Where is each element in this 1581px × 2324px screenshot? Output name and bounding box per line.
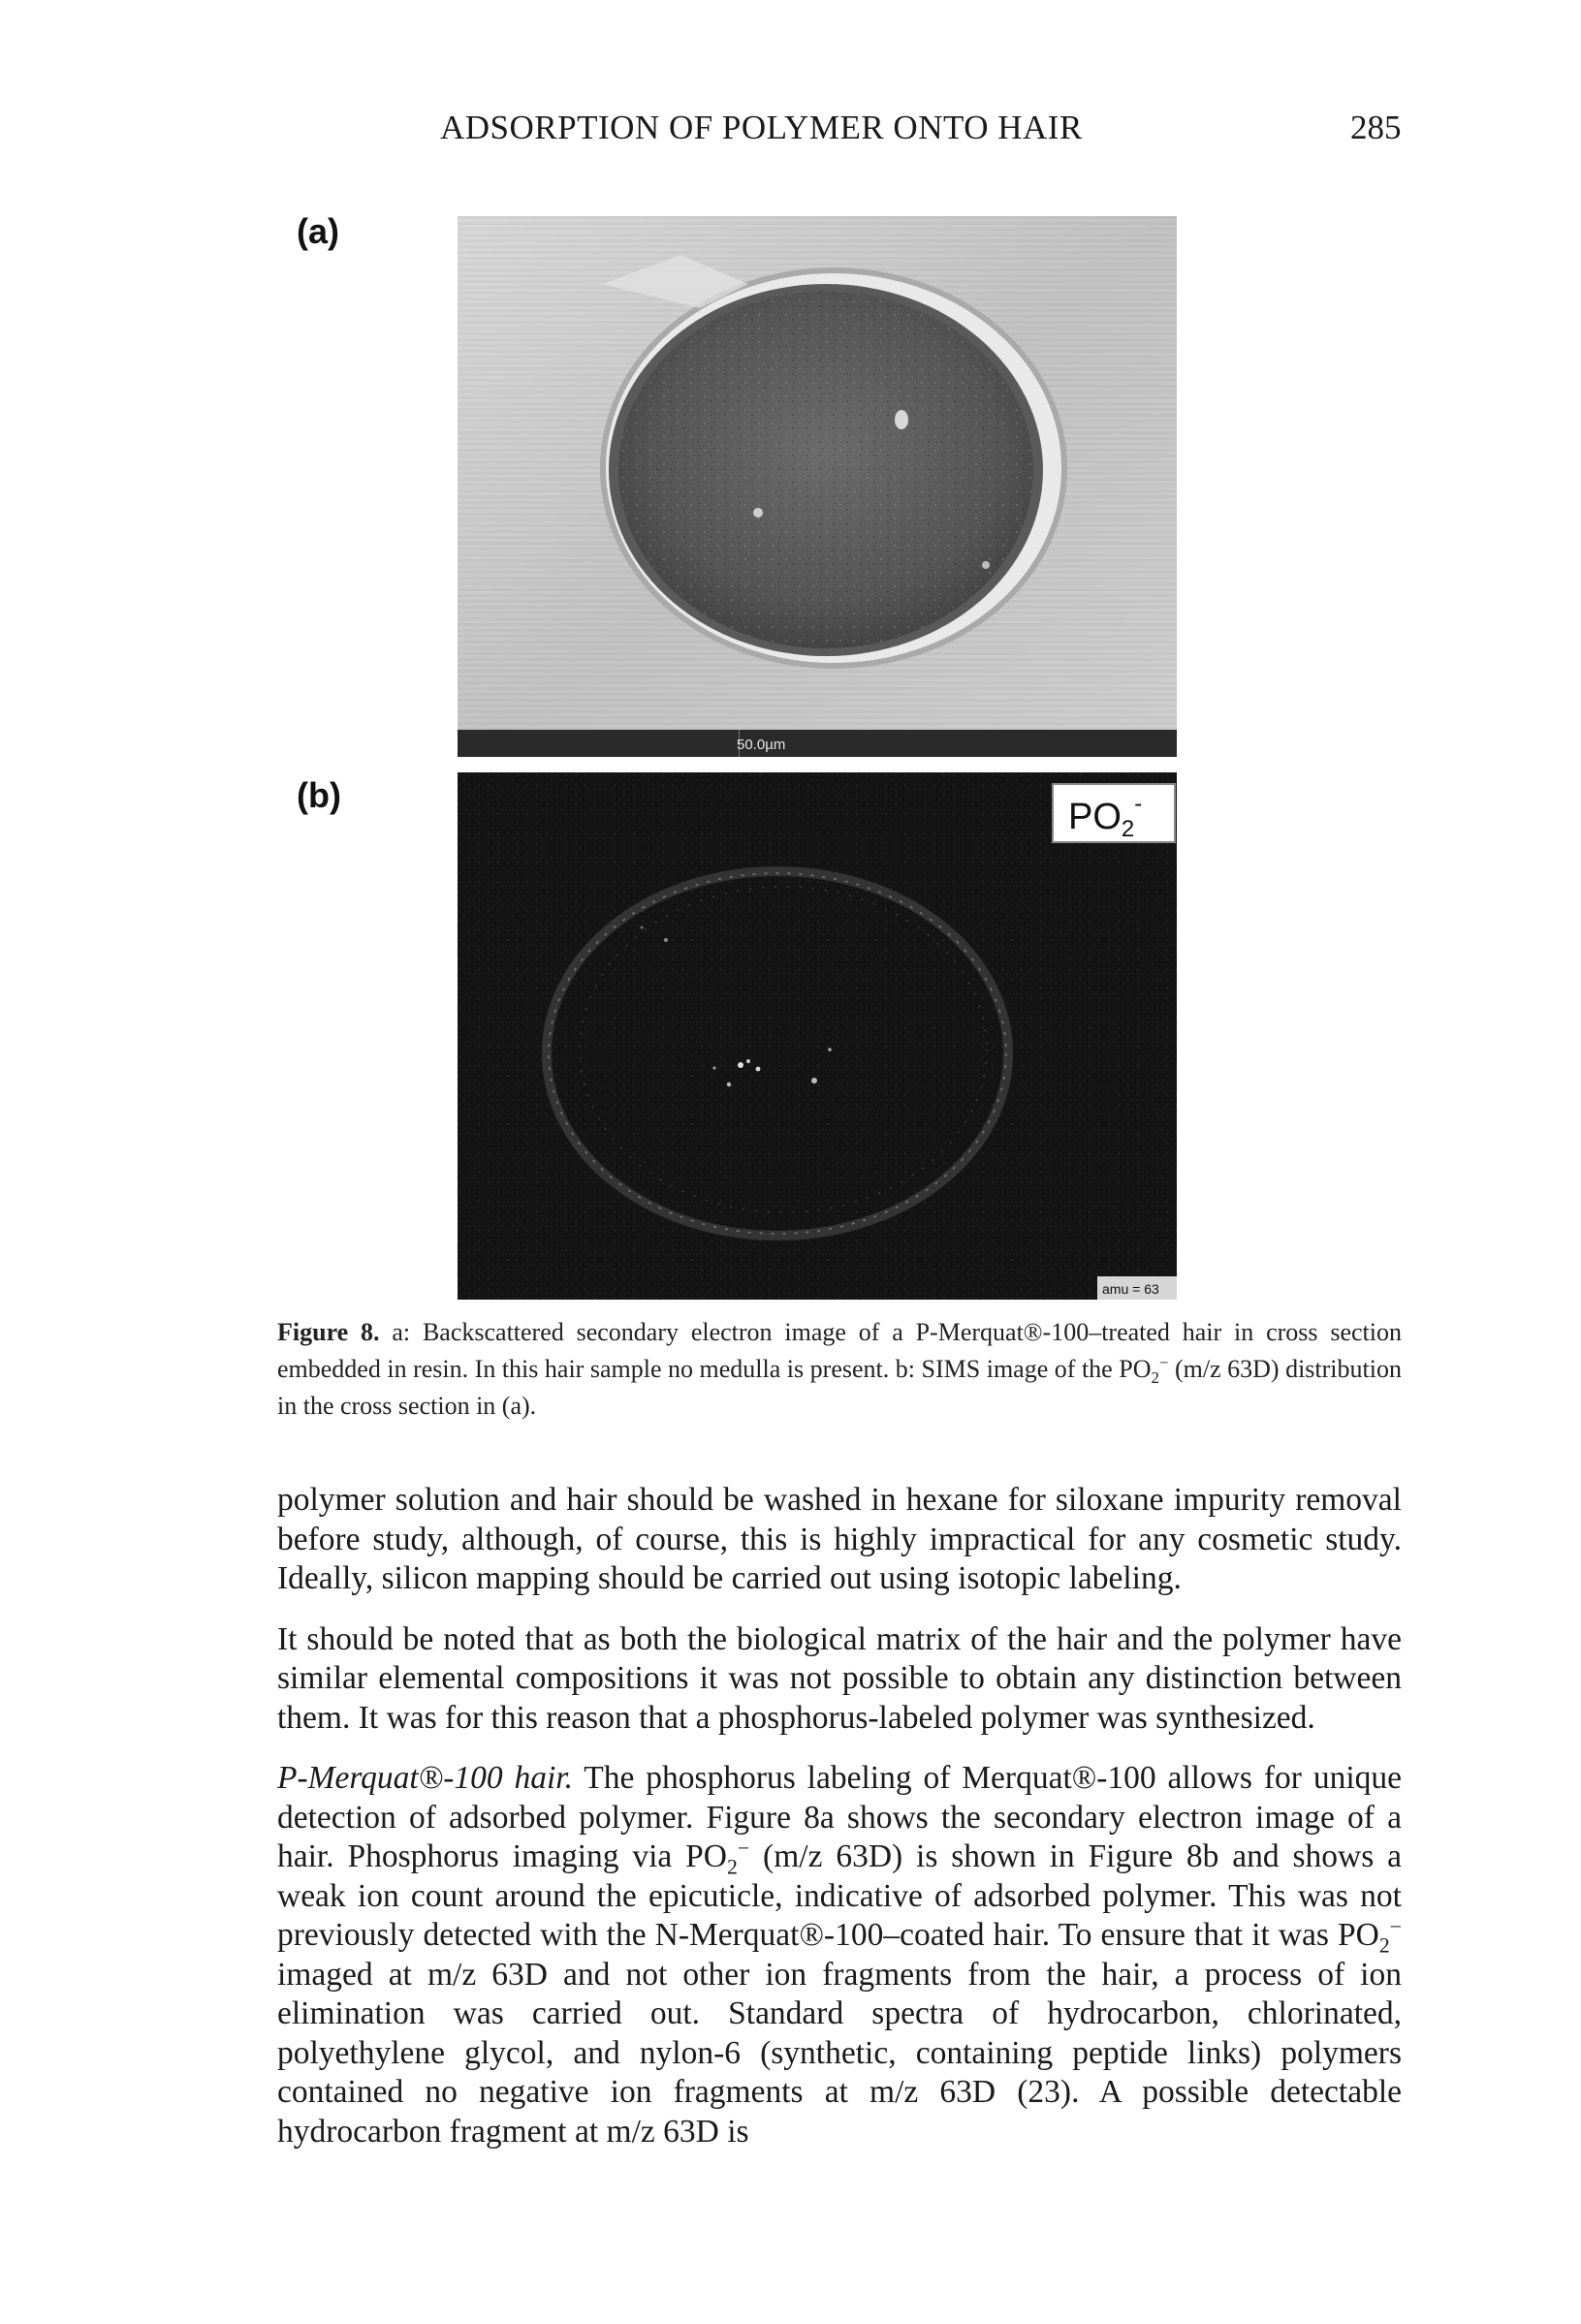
paragraph-3-seg-2: (m/z 63D) is shown in Figure 8b and shows a weak ion count around the epicuticle, indicative of adsorbed polymer. This was not previously detected with the N-Merquat®-100–coated hair. To ensure that it was PO	[277, 1838, 1403, 1953]
po2-sup-1: −	[737, 1836, 750, 1860]
panel-a-label: (a)	[297, 211, 339, 251]
caption-text-2: (m/z 63D) distribution in the cross section in (a).	[277, 1355, 1402, 1420]
po2-sup-2: −	[1389, 1914, 1402, 1938]
sims-image-panel	[458, 772, 1177, 1300]
paragraph-3	[277, 1759, 1402, 2151]
paragraph-1: polymer solution and hair should be washed in hexane for siloxane impurity removal before study, although, of course, this is highly impractical for any cosmetic study. Ideally, silicon mapping should be carried out using isotopic labeling.	[277, 1482, 1402, 1596]
sem-image-panel	[458, 216, 1177, 757]
caption-sup: −	[1158, 1353, 1169, 1372]
page-number: 285	[1350, 109, 1402, 146]
page-header	[0, 109, 1581, 157]
figure-label: Figure 8.	[277, 1318, 380, 1346]
caption-sub: 2	[1151, 1368, 1159, 1388]
po2-sub-2: 2	[1378, 1933, 1390, 1958]
species-label: $PO_2^-$	[1068, 791, 1143, 842]
body-text	[277, 1481, 1402, 2173]
sem-hair-cross-section	[458, 216, 1177, 757]
running-title: ADSORPTION OF POLYMER ONTO HAIR	[440, 109, 1083, 146]
amu-label: amu = 63	[1102, 1281, 1159, 1297]
paragraph-2: It should be noted that as both the biological matrix of the hair and the polymer have similar elemental compositions it was not possible to obtain any distinction between them. It was for this reason that a phosphorus-labeled polymer was synthesized.	[277, 1620, 1402, 1736]
sims-po2-map	[458, 772, 1177, 1300]
figure-caption	[277, 1314, 1402, 1425]
po2-sub-1: 2	[727, 1855, 738, 1879]
panel-b-label: (b)	[297, 775, 341, 815]
paragraph-3-seg-3: imaged at m/z 63D and not other ion fragments from the hair, a process of ion elimination was carried out. Standard spectra of hydrocarbon, chlorinated, polyethylene glycol, and nylon-6 (synthetic, containing peptide links) polymers contained no negative ion fragments at m/z 63D (23). A possible detectable hydrocarbon fragment at m/z 63D is	[277, 1956, 1402, 2150]
paragraph-3-seg-1: The phosphorus labeling of Merquat®-100 allows for unique detection of adsorbed polymer. Figure 8a shows the secondary electron image of a hair. Phosphorus imaging via PO	[277, 1760, 1403, 1874]
scale-bar-label: 50.0µm	[737, 737, 786, 753]
run-in-heading: P-Merquat®-100 hair.	[277, 1760, 574, 1796]
caption-text-1: a: Backscattered secondary electron image of a P-Merquat®-100–treated hair in cross section embedded in resin. In this hair sample no medulla is present. b: SIMS image of the PO	[277, 1318, 1402, 1383]
